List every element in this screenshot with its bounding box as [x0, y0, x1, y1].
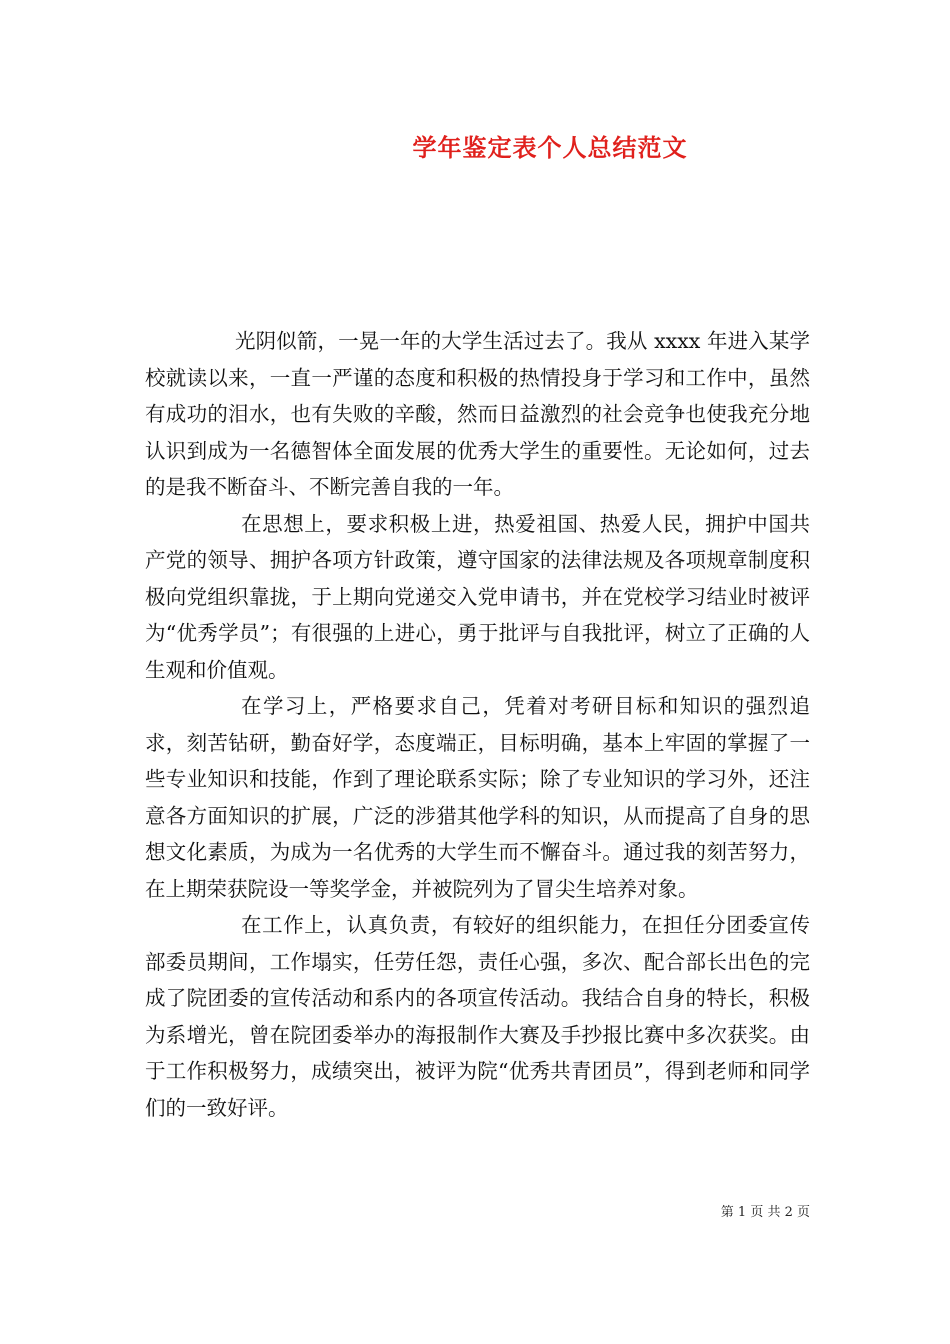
- document-title: 学年鉴定表个人总结范文: [412, 134, 688, 162]
- paragraph-intro: 光阴似箭，一晃一年的大学生活过去了。我从 xxxx 年进入某学校就读以来，一直一严谨的态度和积极的热情投身于学习和工作中，虽然有成功的泪水，也有失败的辛酸，然而日益激烈的社会竞争也使我充分地认识到成为一名德智体全面发展的优秀大学生的重要性。无论如何，过去的是我不断奋斗、不断完善自我的一年。: [145, 329, 810, 499]
- paragraph-work: 在工作上，认真负责，有较好的组织能力，在担任分团委宣传部委员期间，工作塌实，任劳任怨，责任心强，多次、配合部长出色的完成了院团委的宣传活动和系内的各项宣传活动。我结合自身的特长，积极为系增光，曾在院团委举办的海报制作大赛及手抄报比赛中多次获奖。由于工作积极努力，成绩突出，被评为院“优秀共青团员”，得到老师和同学们的一致好评。: [145, 913, 810, 1120]
- paragraph-study: 在学习上，严格要求自己，凭着对考研目标和知识的强烈追求，刻苦钻研，勤奋好学，态度端正，目标明确，基本上牢固的掌握了一些专业知识和技能，作到了理论联系实际；除了专业知识的学习外，还注意各方面知识的扩展，广泛的涉猎其他学科的知识，从而提高了自身的思想文化素质，为成为一名优秀的大学生而不懈奋斗。通过我的刻苦努力，在上期荣获院设一等奖学金，并被院列为了冒尖生培养对象。: [145, 694, 810, 901]
- paragraph-ideology: 在思想上，要求积极上进，热爱祖国、热爱人民，拥护中国共产党的领导、拥护各项方针政策，遵守国家的法律法规及各项规章制度积极向党组织靠拢，于上期向党递交入党申请书，并在党校学习结业时被评为“优秀学员”；有很强的上进心，勇于批评与自我批评，树立了正确的人生观和价值观。: [145, 511, 810, 682]
- document-body: [145, 323, 810, 1126]
- page-number-footer: 第 1 页 共 2 页: [720, 1205, 810, 1220]
